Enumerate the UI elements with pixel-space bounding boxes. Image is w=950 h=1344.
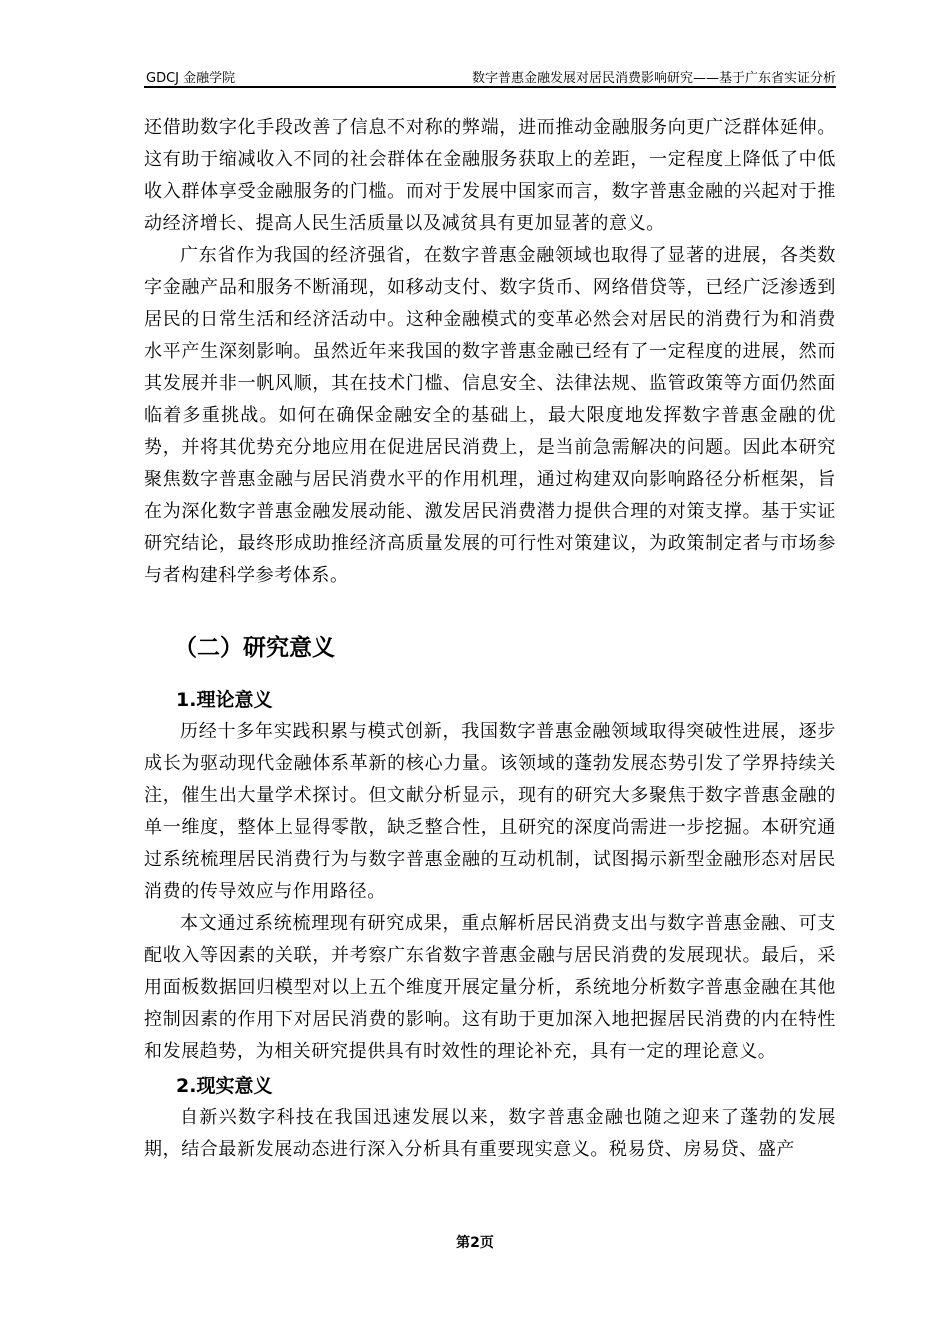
paragraph-guangdong: 广东省作为我国的经济强省，在数字普惠金融领域也取得了显著的进展，各类数字金融产品和服务不断涌现，如移动支付、数字货币、网络借贷等，已经广泛渗透到居民的日常生活和经济活动中。这种金融模式的变革必然会对居民的消费行为和消费水平产生深刻影响。虽然近年来我国的数字普惠金融已经有了一定程度的进展，然而其发展并非一帆风顺，其在技术门槛、信息安全、法律法规、监管政策等方面仍然面临着多重挑战。如何在确保金融安全的基础上，最大限度地发挥数字普惠金融的优势，并将其优势充分地应用在促进居民消费上，是当前急需解决的问题。因此本研究聚焦数字普惠金融与居民消费水平的作用机理，通过构建双向影响路径分析框架，旨在为深化数字普惠金融发展动能、激发居民消费潜力提供合理的对策支撑。基于实证研究结论，最终形成助推经济高质量发展的可行性对策建议，为政策制定者与市场参与者构建科学参考体系。: [144, 245, 836, 586]
paragraph-theory-1: 历经十多年实践积累与模式创新，我国数字普惠金融领域取得突破性进展，逐步成长为驱动现代金融体系革新的核心力量。该领域的蓬勃发展态势引发了学界持续关注，催生出大量学术探讨。但文献分析显示，现有的研究大多聚焦于数字普惠金融的单一维度，整体上显得零散，缺乏整合性，且研究的深度尚需进一步挖掘。本研究通过系统梳理居民消费行为与数字普惠金融的互动机制，试图揭示新型金融形态对居民消费的传导效应与作用路径。: [144, 721, 836, 902]
subsection-title-practice: 2.现实意义: [176, 1075, 273, 1097]
paragraph-practice: 自新兴数字科技在我国迅速发展以来，数字普惠金融也随之迎来了蓬勃的发展期，结合最新发展动态进行深入分析具有重要现实意义。税易贷、房易贷、盛产: [144, 1107, 836, 1160]
subsection-title-theory: 1.理论意义: [176, 689, 273, 711]
paragraph-continuation: 还借助数字化手段改善了信息不对称的弊端，进而推动金融服务向更广泛群体延伸。这有助于缩减收入不同的社会群体在金融服务获取上的差距，一定程度上降低了中低收入群体享受金融服务的门槛。而对于发展中国家而言，数字普惠金融的兴起对于推动经济增长、提高人民生活质量以及减贫具有更加显著的意义。: [144, 117, 836, 234]
section-title: （二）研究意义: [174, 635, 335, 661]
header-school: GDCJ 金融学院: [146, 71, 236, 86]
paragraph-theory-2: 本文通过系统梳理现有研究成果，重点解析居民消费支出与数字普惠金融、可支配收入等因素的关联，并考察广东省数字普惠金融与居民消费的发展现状。最后，采用面板数据回归模型对以上五个维度开展定量分析，系统地分析数字普惠金融在其他控制因素的作用下对居民消费的影响。这有助于更加深入地把握居民消费的内在特性和发展趋势，为相关研究提供具有时效性的理论补充，具有一定的理论意义。: [144, 913, 836, 1062]
header-paper-title: 数字普惠金融发展对居民消费影响研究——基于广东省实证分析: [471, 71, 836, 86]
page-header: [144, 64, 836, 88]
page-body: [144, 112, 836, 1166]
page-number: 第2页: [456, 1235, 494, 1251]
